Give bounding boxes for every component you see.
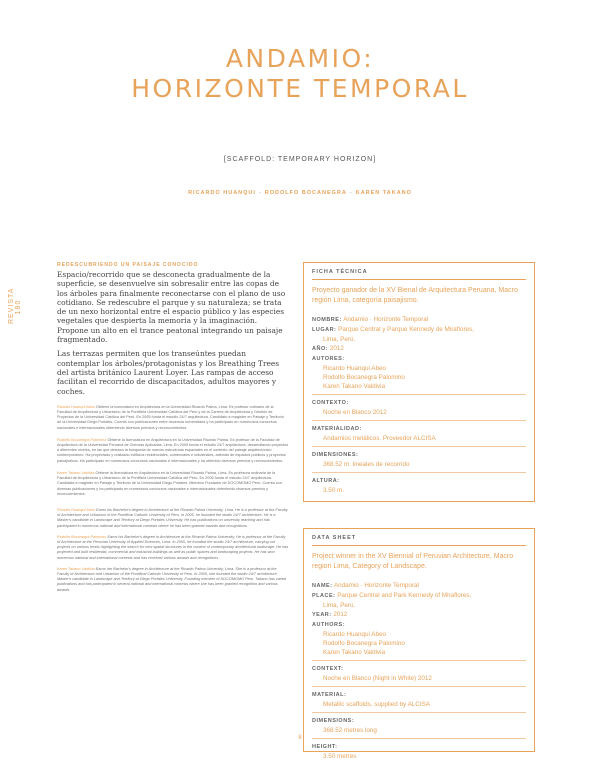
- field-value: 368.52 m. lineales de recorrido: [323, 461, 410, 468]
- field-label: CONTEXTO:: [312, 400, 349, 406]
- field-value: 2012: [333, 611, 348, 618]
- bio-name: Ricardo Huanqui Abeo: [57, 507, 96, 512]
- bio-text: Earns his Bachelor's degree in Architecture at the Ricardo Palma University, Lima. He is a professor at the Faculty of Architecture and Urbanism of the Pontifical Catholic University of Peru. In 2005, he founded the studio 24/7 architecture. He is a Master's candidate in Landscape and Territory at Diego Portales University. He has publications on university teaching and has participated in numerous national and international contests where he has been granted awards and recognitions.: [57, 507, 288, 528]
- bio-text: Earns his Bachelor's degree in Architecture at the Ricardo Palma University. He is professor at the Faculty of Architecture at the Peruvian University of Applied Sciences, Lima. In 2005, he founded the studio 24/7 architecture, carrying out projects on various levels highlighting the search for new spatial structures in the context of contemporary architectural landscape. He has projected and built residential, commercial and industrial buildings as well as public spaces and landscaping projects. He has won numerous national and international contests and has received various awards and recognitions.: [57, 534, 289, 560]
- field-label: AUTORES:: [312, 356, 345, 362]
- field-label: MATERIALIDAD:: [312, 426, 362, 432]
- author-entry: Rodolfo Bocanegra Palomino: [323, 640, 405, 647]
- field-place: [312, 591, 526, 601]
- field-label: DIMENSIONS:: [312, 718, 355, 724]
- lead-paragraph: Espacio/recorrido que se desconecta gradualmente de la superficie, se desenvuelve sin sobresalir entre las copas de los árboles para finalmente reconectarse con el plano de uso cotidiano. Se redescubre el parque y su naturaleza; se trata de un nexo horizontal entre el espacio público y las especies vegetales que despierta la memoria y la imaginación. Propone un alto en el trance peatonal integrando un paisaje fragmentado.: [57, 270, 286, 345]
- divider: [312, 472, 526, 473]
- field-autores: [312, 354, 526, 364]
- subtitle: [SCAFFOLD: TEMPORARY HORIZON]: [223, 156, 377, 163]
- field-ano: [312, 344, 526, 354]
- bio-name: Karen Takano Valdivia: [57, 566, 95, 571]
- divider: [312, 394, 526, 395]
- author-bio-en: [57, 567, 289, 593]
- author-bio-en: [57, 535, 289, 561]
- author-line: [0, 190, 600, 196]
- field-label: PLACE:: [312, 593, 336, 599]
- divider: [312, 712, 526, 713]
- author-name: RICARDO HUANQUI: [188, 190, 256, 196]
- field-value: Andamio · Horizonte Temporal: [333, 582, 419, 589]
- field-year: [312, 610, 526, 620]
- field-authors: [312, 620, 526, 630]
- field-value: 2012: [329, 345, 344, 352]
- field-value-cont: Lima, Perú.: [323, 336, 356, 343]
- field-label: LUGAR:: [312, 327, 337, 333]
- bio-text: Obtiene la licenciatura en Arquitectura en la Universidad Ricardo Palma. Es profesor de la Facultad de Arquitectura de la Universidad Peruana de Ciencias Aplicadas, Lima. En 2005 funda el estudio 24/7 arquitectura, desarrollando proyectos a diferentes niveles, en las que destaca la búsqueda de nuevos estructuras espaciales en el contexto del paisaje arquitectónico contemporáneo. Ha proyectado y realizado edificios residenciales, comerciales e industriales, además de espacios públicos y proyectos paisajísticos. Ha participado en numerosos concursos nacionales e internacionales y ha obtenido diversos premios y reconocimientos.: [57, 437, 289, 463]
- divider: [312, 686, 526, 687]
- bio-text: Earns her Bachelor's degree in Architecture at the Ricardo Palma University, Lima. She is a professor at the Faculty of Architecture and Urbanism of the Pontifical Catholic University of Peru. In 2005, she founded the studio 24/7 architecture. Master's candidate in Landscape and Territory at Diego Portales University. Founding member of DOCOMOMO Peru. Takano has varied publications and has participated in several national and international contests where she has been granted recognition and various awards.: [57, 566, 287, 592]
- field-value: 3.50 metres: [323, 753, 357, 760]
- author-bio-es: [57, 471, 289, 497]
- field-materialidad: [312, 424, 526, 434]
- divider: [312, 446, 526, 447]
- box-intro: Proyecto ganador de la XV Bienal de Arquitectura Peruana, Macro región Lima, categoría paisajismo.: [312, 287, 518, 304]
- field-context: [312, 664, 526, 674]
- bio-name: Rodolfo Bocanegra Palomino: [57, 437, 107, 442]
- field-value: 368.52 metres long: [323, 727, 377, 734]
- data-sheet-box: [303, 528, 535, 760]
- author-bio-es: [57, 438, 289, 464]
- field-label: DIMENSIONES:: [312, 452, 359, 458]
- author-entry: Ricardo Huanqui Abeo: [323, 631, 387, 638]
- field-value: Andamios metálicos. Proveedor ALCISA: [323, 435, 436, 442]
- field-label: AÑO:: [312, 346, 329, 352]
- author-entry: Ricardo Huanqui Abeo: [323, 365, 387, 372]
- field-label: AUTHORS:: [312, 622, 346, 628]
- divider: [312, 420, 526, 421]
- author-entry: Karen Takano Valdivia: [323, 383, 386, 390]
- title-line-2: HORIZONTE TEMPORAL: [131, 74, 469, 103]
- field-value: 3.50 m.: [323, 487, 344, 494]
- field-material: [312, 690, 526, 700]
- field-label: YEAR:: [312, 612, 332, 618]
- author-separator: -: [258, 190, 262, 196]
- field-label: ALTURA:: [312, 478, 340, 484]
- field-label: MATERIAL:: [312, 692, 347, 698]
- field-name: [312, 581, 526, 591]
- author-bio-en: [57, 508, 289, 529]
- author-entry: Rodolfo Bocanegra Palomino: [323, 374, 405, 381]
- lead-paragraph: Las terrazas permiten que los transeúntes puedan contemplar los árboles/protagonistas y los Breathing Trees del artista británico Laurent Loyer. Las rampas de acceso facilitan el recorrido de discapacitados, adultos mayores y coches.: [57, 349, 280, 396]
- field-label: CONTEXT:: [312, 666, 344, 672]
- bio-name: Karen Takano Valdivia: [57, 470, 95, 475]
- field-altura: [312, 476, 526, 486]
- field-value: Noche en Blanco (Night in White) 2012: [323, 675, 432, 682]
- title-line-1: ANDAMIO:: [225, 44, 375, 73]
- bio-name: Ricardo Huanqui Abeo: [57, 404, 95, 409]
- box-title: FICHA TÉCNICA: [312, 269, 526, 280]
- divider: [312, 660, 526, 661]
- field-height: [312, 742, 526, 752]
- field-value: Noche en Blanco 2012: [323, 409, 387, 416]
- field-value: Andamio · Horizonte Temporal: [343, 316, 429, 323]
- lead-text: [57, 270, 289, 396]
- section-kicker: REDESCUBRIENDO UN PAISAJE CONOCIDO: [57, 262, 199, 268]
- side-journal-label: REVISTA 180: [8, 287, 22, 324]
- bio-text: Obtiene la licenciatura en Arquitectura en la Universidad Ricardo Palma, Lima. Es profesor ordinario de la Facultad de Arquitectura y Urbanismo de la Pontificia Universidad Católica del Perú y de la Carrera de Arquitectura y Gestión de Proyectos de la Universidad Católica del Perú. En 2005 funda el estudio 24/7 arquitectura. Candidato a magíster en Paisaje y Territorio de la Universidad Diego Portales. Cuenta con publicaciones entre docencia universitaria y ha participado en numerosos concursos nacionales e internacionales obteniendo diversos premios y reconocimientos.: [57, 404, 284, 430]
- field-lugar: [312, 325, 526, 335]
- author-name: KAREN TAKANO: [355, 190, 412, 196]
- box-intro: Project winner in the XV Biennial of Peruvian Architecture, Macro region Lima, Category of Landscape.: [312, 553, 514, 570]
- bio-name: Rodolfo Bocanegra Palomino: [57, 534, 107, 539]
- field-value: Parque Central y Parque Kennedy de Miraflores,: [338, 326, 474, 333]
- ficha-tecnica-box: [303, 262, 535, 502]
- author-bio-es: [57, 405, 289, 431]
- field-dimensions: [312, 716, 526, 726]
- bio-text: Obtiene la licenciatura en Arquitectura en la Universidad Ricardo Palma, Lima. Es profesora ordinaria de la Facultad de Arquitectura y Urbanismo de la Pontificia Universidad Católica del Perú. En 2005 funda el estudio 24/7 arquitectura. Candidata a magíster en Paisaje y Territorio de la Universidad Diego Portales. Miembro Fundador de DOCOMOMO Perú. Cuenta con diversas publicaciones y ha participado en numerosos concursos nacionales e internacionales obteniendo diversos premios y reconocimientos.: [57, 470, 282, 496]
- field-label: NOMBRE:: [312, 317, 342, 323]
- box-title: DATA SHEET: [312, 535, 526, 546]
- page-number: 8: [298, 735, 302, 741]
- field-label: NAME:: [312, 583, 333, 589]
- field-value: Parque Central and Park Kennedy of Miraflores,: [337, 592, 472, 599]
- field-nombre: [312, 315, 526, 325]
- author-name: RODOLFO BOCANEGRA: [264, 190, 347, 196]
- field-value: Metallic scaffolds, supplied by ALCISA: [323, 701, 430, 708]
- field-dimensiones: [312, 450, 526, 460]
- author-entry: Karen Takano Valdivia: [323, 649, 386, 656]
- field-label: HEIGHT:: [312, 744, 338, 750]
- field-contexto: [312, 398, 526, 408]
- author-separator: -: [349, 190, 353, 196]
- field-value-cont: Lima, Peru.: [323, 602, 356, 609]
- left-column: [57, 262, 289, 599]
